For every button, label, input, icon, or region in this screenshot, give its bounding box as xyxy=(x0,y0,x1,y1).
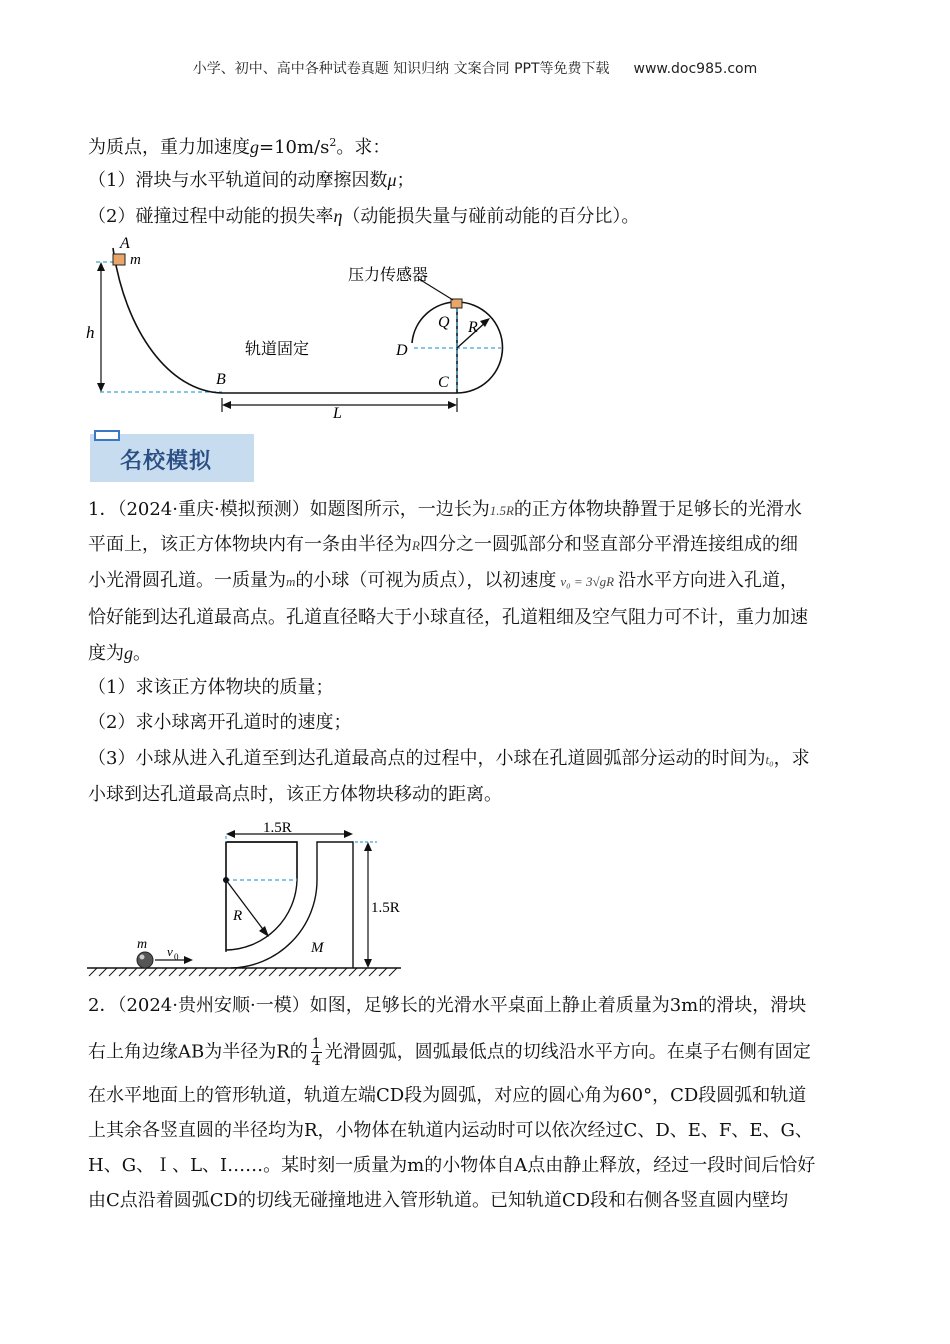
p1-text: ，求 xyxy=(773,748,810,769)
height-label: 1.5R xyxy=(371,900,400,916)
label-M: M xyxy=(311,940,324,956)
label-v0-sub: 0 xyxy=(174,952,179,962)
intro-value: =10m/s xyxy=(259,137,330,158)
label-A: A xyxy=(120,235,130,252)
p2-text: 光滑圆弧，圆弧最低点的切线沿水平方向。在桌子右侧有固定 xyxy=(324,1041,811,1063)
fraction-quarter xyxy=(311,1036,322,1069)
p2-line-3: 在水平地面上的管形轨道，轨道左端CD段为圆弧，对应的圆心角为60°，CD段圆弧和轨道 xyxy=(88,1085,807,1106)
label-m: m xyxy=(137,937,148,952)
label-L: L xyxy=(333,405,342,422)
p1-question-2: （2）求小球离开孔道时的速度； xyxy=(88,712,352,733)
exponent: 2 xyxy=(329,136,337,149)
label-C: C xyxy=(438,374,449,391)
ball-highlight xyxy=(140,955,145,960)
intro-end: 。求： xyxy=(336,137,391,158)
section-badge xyxy=(90,434,254,482)
label-v0: v xyxy=(167,944,173,959)
p2-line-6: 由C点沿着圆弧CD的切线无碰撞地进入管形轨道。已知轨道CD段和右侧各竖直圆内壁均 xyxy=(88,1190,789,1211)
p1-line-5 xyxy=(88,640,151,667)
p1-text: 度为 xyxy=(88,643,124,664)
badge-tab xyxy=(94,430,120,441)
p1-question-3 xyxy=(88,746,810,773)
p1-t0: t₀ xyxy=(765,752,774,767)
height-arrowhead-bottom xyxy=(364,959,372,968)
fraction-numerator: 1 xyxy=(311,1036,321,1052)
label-m: m xyxy=(130,252,141,268)
width-arrowhead-right xyxy=(344,830,353,838)
page-header xyxy=(0,58,950,78)
p2-line-2 xyxy=(88,1036,811,1069)
ground-hatch xyxy=(89,968,397,976)
block-figure xyxy=(85,812,405,982)
intro-line xyxy=(88,130,390,161)
p1-text: 平面上，该正方体物块内有一条由半径为 xyxy=(88,534,412,555)
q2-text: （2）碰撞过程中动能的损失率 xyxy=(88,206,334,227)
q2-end: （动能损失量与碰前动能的百分比）。 xyxy=(342,206,640,227)
p1-line-4: 恰好能到达孔道最高点。孔道直径略大于小球直径，孔道粗细及空气阻力可不计，重力加速 xyxy=(88,607,808,628)
p1-radius: R xyxy=(412,538,420,553)
p1-v0-formula: v₀ = 3√gR xyxy=(560,574,615,589)
var-g: g xyxy=(124,643,133,663)
p1-text: 1．（2024·重庆·模拟预测）如题图所示，一边长为 xyxy=(88,499,490,520)
p1-text: 的小球（可视为质点），以初速度 xyxy=(295,570,557,591)
block-m xyxy=(113,254,125,265)
p2-text: 右上角边缘AB为半径为R的 xyxy=(88,1041,308,1063)
sensor-text: 压力传感器 xyxy=(348,265,429,284)
header-url[interactable]: www.doc985.com xyxy=(633,61,758,77)
question-2 xyxy=(88,203,639,230)
L-arrowhead-right xyxy=(448,401,457,409)
p1-question-3-cont: 小球到达孔道最高点时，该正方体物块移动的距离。 xyxy=(88,784,502,805)
p1-text: 的正方体物块静置于足够长的光滑水 xyxy=(513,499,802,520)
label-Q: Q xyxy=(438,314,450,331)
label-D: D xyxy=(396,342,408,359)
p1-mass: m xyxy=(286,574,296,589)
p1-text: 沿水平方向进入孔道， xyxy=(618,570,799,591)
block-top-left xyxy=(226,842,297,878)
header-text: 小学、初中、高中各种试卷真题 知识归纳 文案合同 PPT等免费下载 xyxy=(192,61,610,77)
track-figure xyxy=(80,232,520,422)
p1-text: 小光滑圆孔道。一质量为 xyxy=(88,570,286,591)
p1-question-1: （1）求该正方体物块的质量； xyxy=(88,677,334,698)
radius-arrowhead xyxy=(259,926,269,937)
p1-line-2 xyxy=(88,532,798,559)
p1-text: （3）小球从进入孔道至到达孔道最高点的过程中，小球在孔道圆弧部分运动的时间为 xyxy=(88,748,766,769)
question-1 xyxy=(88,167,415,194)
intro-text: 为质点，重力加速度 xyxy=(88,137,250,158)
p1-line-1 xyxy=(88,497,802,524)
p1-length: 1.5R xyxy=(489,503,514,518)
track-fixed-text: 轨道固定 xyxy=(245,339,310,358)
var-mu: μ xyxy=(387,170,397,190)
var-eta: η xyxy=(333,206,343,226)
label-h: h xyxy=(86,323,95,342)
width-arrowhead-left xyxy=(226,830,235,838)
fraction-denominator: 4 xyxy=(311,1053,321,1069)
label-R: R xyxy=(468,319,478,336)
p2-line-4: 上其余各竖直圆的半径均为R，小物体在轨道内运动时可以依次经过C、D、E、F、E、G、 xyxy=(88,1120,813,1141)
p1-text: 。 xyxy=(133,643,151,664)
label-B: B xyxy=(216,371,226,388)
ball-m xyxy=(137,952,153,968)
p2-line-1: 2．（2024·贵州安顺·一模）如图，足够长的光滑水平桌面上静止着质量为3m的滑块，滑块 xyxy=(88,995,807,1016)
q1-text: （1）滑块与水平轨道间的动摩擦因数 xyxy=(88,170,388,191)
var-g: g xyxy=(250,137,259,157)
width-label: 1.5R xyxy=(263,820,292,836)
p2-line-5: H、G、Ｉ、L、I……。某时刻一质量为m的小物体自A点由静止释放，经过一段时间后恰好 xyxy=(88,1155,816,1176)
label-R: R xyxy=(233,908,243,924)
v0-arrowhead xyxy=(184,956,193,964)
p1-line-3 xyxy=(88,568,798,595)
L-arrowhead-left xyxy=(222,401,231,409)
h-arrowhead-bottom xyxy=(97,383,105,392)
radius-arrow xyxy=(226,880,265,932)
p1-text: 四分之一圆弧部分和竖直部分平滑连接组成的细 xyxy=(419,534,798,555)
block-inner xyxy=(226,842,297,950)
badge-text: 名校模拟 xyxy=(120,449,213,474)
h-arrowhead-top xyxy=(97,262,105,271)
q1-end: ； xyxy=(396,170,415,191)
height-arrowhead-top xyxy=(364,842,372,851)
curve-track xyxy=(113,248,222,393)
